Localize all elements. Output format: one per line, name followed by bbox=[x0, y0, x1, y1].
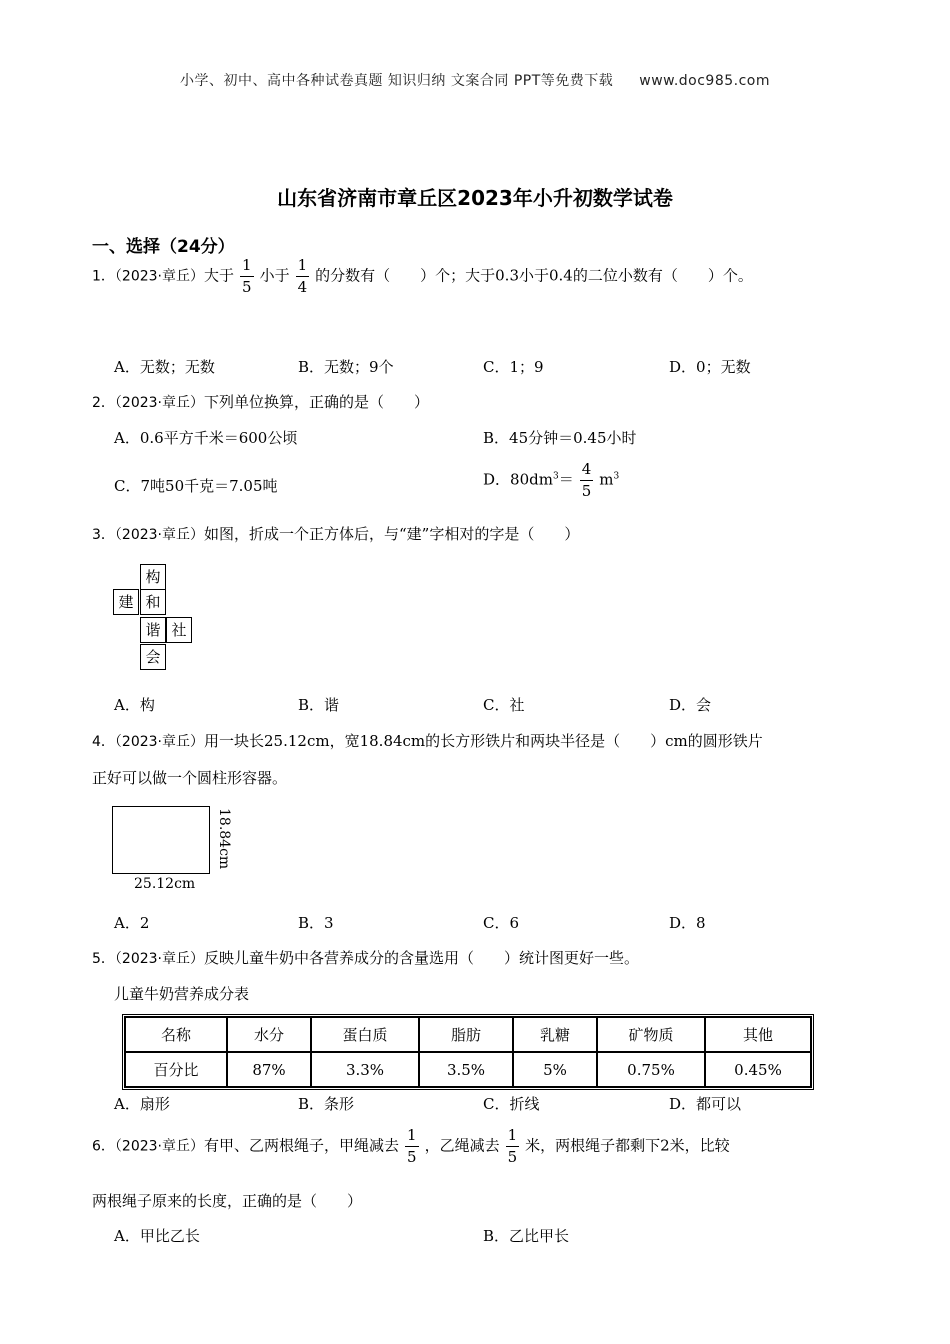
table-header-cell: 脂肪 bbox=[419, 1017, 513, 1052]
question-number: 1． bbox=[92, 268, 115, 285]
q4-option-c[interactable]: C．6 bbox=[483, 914, 520, 932]
q2-option-c[interactable]: C．7吨50千克＝7.05吨 bbox=[114, 477, 278, 495]
q6-option-b[interactable]: B．乙比甲长 bbox=[483, 1227, 570, 1245]
question-text: 大于 bbox=[204, 266, 235, 285]
q5-option-c[interactable]: C．折线 bbox=[483, 1095, 540, 1113]
question-text: 的分数有（ ）个；大于0.3小于0.4的二位小数有（ ）个。 bbox=[315, 266, 753, 285]
fraction-1-5: $\frac{1}{5}$ bbox=[407, 1126, 417, 1166]
fraction-4-5: $\frac{4}{5}$ bbox=[581, 460, 592, 500]
q5-option-d[interactable]: D．都可以 bbox=[669, 1095, 742, 1113]
question-number: 2． bbox=[92, 395, 115, 411]
table-caption: 儿童牛奶营养成分表 bbox=[114, 985, 250, 1003]
table-header-cell: 乳糖 bbox=[513, 1017, 597, 1052]
rectangle-width-label: 25.12cm bbox=[134, 876, 196, 892]
q3-option-b[interactable]: B．谐 bbox=[298, 696, 340, 714]
banner-text: 小学、初中、高中各种试卷真题 知识归纳 文案合同 PPT等免费下载 bbox=[179, 73, 614, 89]
question-source: （2023·章丘） bbox=[114, 951, 205, 967]
q3-option-a[interactable]: A．构 bbox=[114, 696, 155, 714]
rectangle-figure bbox=[112, 806, 210, 874]
q4-option-b[interactable]: B．3 bbox=[298, 914, 334, 932]
table-cell: 百分比 bbox=[125, 1052, 227, 1087]
question-4 bbox=[92, 730, 763, 751]
question-number: 5． bbox=[92, 951, 115, 967]
exam-title: 山东省济南市章丘区2023年小升初数学试卷 bbox=[277, 186, 673, 210]
question-source: （2023·章丘） bbox=[114, 527, 205, 543]
question-text: 反映儿童牛奶中各营养成分的含量选用（ ）统计图更好一些。 bbox=[204, 949, 640, 967]
q4-option-a[interactable]: A．2 bbox=[114, 914, 150, 932]
question-number: 6． bbox=[92, 1138, 115, 1155]
question-number: 3． bbox=[92, 527, 115, 543]
q3-option-c[interactable]: C．社 bbox=[483, 696, 525, 714]
table-cell: 0.45% bbox=[705, 1052, 811, 1087]
question-source: （2023·章丘） bbox=[114, 395, 205, 411]
table-cell: 3.3% bbox=[311, 1052, 419, 1087]
question-6-line-2: 两根绳子原来的长度，正确的是（ ） bbox=[92, 1192, 363, 1210]
fraction-1-5-meter: $\frac{1}{5}$ bbox=[507, 1126, 518, 1166]
question-text: 下列单位换算，正确的是（ ） bbox=[204, 393, 430, 411]
question-text: ，乙绳减去 bbox=[424, 1136, 500, 1155]
net-cell-jian: 建 bbox=[113, 589, 139, 615]
question-number: 4． bbox=[92, 734, 115, 750]
net-cell-he: 和 bbox=[140, 589, 166, 615]
question-3 bbox=[92, 523, 579, 544]
q2-option-d[interactable]: D．$80dm^3=$ $\frac{4}{5}$ $m^3$ bbox=[483, 460, 620, 500]
table-row bbox=[125, 1052, 811, 1087]
q1-option-a[interactable]: A．无数；无数 bbox=[114, 358, 215, 376]
q5-option-a[interactable]: A．扇形 bbox=[114, 1095, 170, 1113]
table-header-cell: 其他 bbox=[705, 1017, 811, 1052]
q1-option-d[interactable]: D．0；无数 bbox=[669, 358, 751, 376]
fraction-1-5: $\frac{1}{5}$ bbox=[242, 256, 252, 296]
q6-option-a[interactable]: A．甲比乙长 bbox=[114, 1227, 200, 1245]
table-header-row bbox=[125, 1017, 811, 1052]
banner-url[interactable]: www.doc985.com bbox=[639, 73, 771, 89]
question-text: 米，两根绳子都剩下2米，比较 bbox=[525, 1136, 730, 1155]
question-text: 如图，折成一个正方体后，与“建”字相对的字是（ ） bbox=[204, 525, 580, 543]
page-banner bbox=[0, 70, 950, 90]
q3-option-d[interactable]: D．会 bbox=[669, 696, 712, 714]
fraction-1-4: $\frac{1}{4}$ bbox=[297, 256, 308, 296]
table-header-cell: 蛋白质 bbox=[311, 1017, 419, 1052]
q1-option-b[interactable]: B．无数；9个 bbox=[298, 358, 394, 376]
q2-option-b[interactable]: B．45分钟＝0.45小时 bbox=[483, 429, 637, 447]
net-cell-hui: 会 bbox=[140, 644, 166, 670]
question-source: （2023·章丘） bbox=[114, 734, 205, 750]
q4-option-d[interactable]: D．8 bbox=[669, 914, 706, 932]
table-cell: 87% bbox=[227, 1052, 311, 1087]
question-source: （2023·章丘） bbox=[114, 1138, 205, 1155]
rectangle-height-label: 18.84cm bbox=[216, 808, 232, 870]
question-5 bbox=[92, 947, 639, 968]
question-text: 小于 bbox=[259, 266, 290, 285]
question-1 bbox=[92, 258, 753, 295]
question-2 bbox=[92, 391, 429, 412]
table-header-cell: 名称 bbox=[125, 1017, 227, 1052]
q1-option-c[interactable]: C．1；9 bbox=[483, 358, 544, 376]
table-header-cell: 水分 bbox=[227, 1017, 311, 1052]
question-4-line-2: 正好可以做一个圆柱形容器。 bbox=[92, 769, 288, 787]
section-heading: 一、选择（24分） bbox=[92, 237, 235, 257]
q5-option-b[interactable]: B．条形 bbox=[298, 1095, 355, 1113]
question-text: 有甲、乙两根绳子，甲绳减去 bbox=[204, 1136, 400, 1155]
question-6 bbox=[92, 1128, 730, 1165]
question-text: 用一块长25.12cm，宽18.84cm的长方形铁片和两块半径是（ ）cm的圆形铁片 bbox=[204, 732, 763, 750]
net-cell-xie: 谐 bbox=[140, 617, 166, 643]
net-cell-she: 社 bbox=[166, 617, 192, 643]
table-cell: 5% bbox=[513, 1052, 597, 1087]
net-cell-gou: 构 bbox=[140, 564, 166, 590]
table-cell: 3.5% bbox=[419, 1052, 513, 1087]
q2-option-a[interactable]: A．0.6平方千米＝600公顷 bbox=[114, 429, 298, 447]
table-cell: 0.75% bbox=[597, 1052, 705, 1087]
question-source: （2023·章丘） bbox=[114, 268, 205, 285]
nutrition-table bbox=[122, 1014, 814, 1090]
table-header-cell: 矿物质 bbox=[597, 1017, 705, 1052]
